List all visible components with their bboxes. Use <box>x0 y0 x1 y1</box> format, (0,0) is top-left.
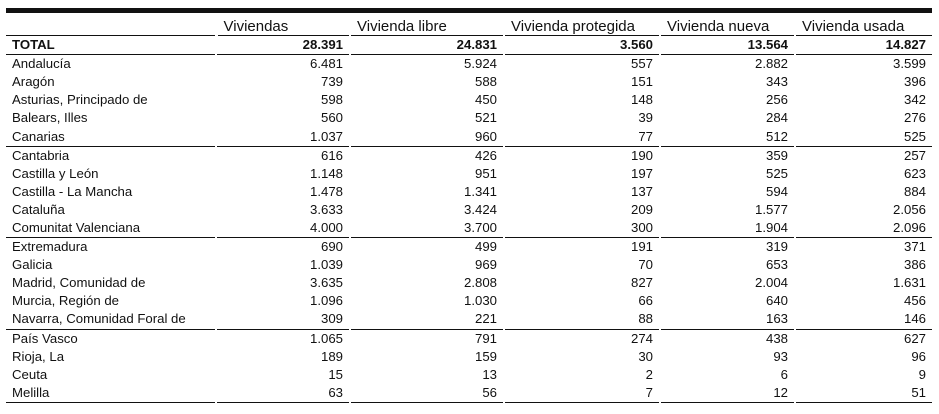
cell-value: 9 <box>795 366 932 384</box>
header-row <box>6 13 932 36</box>
cell-value: 627 <box>795 329 932 348</box>
cell-value: 88 <box>504 310 660 329</box>
cell-value: 438 <box>660 329 795 348</box>
cell-value: 63 <box>216 384 350 403</box>
cell-value: 13 <box>350 366 504 384</box>
cell-value: 66 <box>504 292 660 310</box>
cell-value: 12 <box>660 384 795 403</box>
table-row <box>6 219 932 238</box>
cell-value: 1.065 <box>216 329 350 348</box>
cell-value: 960 <box>350 127 504 146</box>
cell-value: 274 <box>504 329 660 348</box>
row-label: Balears, Illes <box>12 110 88 126</box>
table-row <box>6 183 932 201</box>
cell-value: 739 <box>216 73 350 91</box>
cell-value: 588 <box>350 73 504 91</box>
table-row <box>6 73 932 91</box>
cell-value: 30 <box>504 348 660 366</box>
table-row <box>6 238 932 257</box>
cell-value: 137 <box>504 183 660 201</box>
cell-value: 653 <box>660 256 795 274</box>
cell-value: 598 <box>216 91 350 109</box>
cell-value: 557 <box>504 55 660 74</box>
table-row <box>6 384 932 403</box>
cell-value: 24.831 <box>350 36 504 55</box>
cell-value: 256 <box>660 91 795 109</box>
stub-header <box>6 13 216 36</box>
cell-value: 525 <box>795 127 932 146</box>
row-label: Castilla - La Mancha <box>12 183 133 199</box>
cell-value: 3.599 <box>795 55 932 74</box>
row-label: Madrid, Comunidad de <box>12 275 146 291</box>
cell-value: 2.056 <box>795 201 932 219</box>
cell-value: 284 <box>660 109 795 127</box>
cell-value: 3.560 <box>504 36 660 55</box>
cell-value: 276 <box>795 109 932 127</box>
cell-value: 189 <box>216 348 350 366</box>
cell-value: 560 <box>216 109 350 127</box>
cell-value: 257 <box>795 146 932 165</box>
cell-value: 197 <box>504 165 660 183</box>
table-row <box>6 91 932 109</box>
cell-value: 1.096 <box>216 292 350 310</box>
row-label: Galicia <box>12 257 53 273</box>
cell-value: 7 <box>504 384 660 403</box>
cell-value: 209 <box>504 201 660 219</box>
row-label: Asturias, Principado de <box>12 92 148 108</box>
cell-value: 28.391 <box>216 36 350 55</box>
cell-value: 309 <box>216 310 350 329</box>
row-label: Rioja, La <box>12 348 65 364</box>
cell-value: 1.341 <box>350 183 504 201</box>
cell-value: 791 <box>350 329 504 348</box>
cell-value: 148 <box>504 91 660 109</box>
cell-value: 396 <box>795 73 932 91</box>
cell-value: 386 <box>795 256 932 274</box>
cell-value: 6 <box>660 366 795 384</box>
cell-value: 616 <box>216 146 350 165</box>
row-label: Aragón <box>12 74 55 90</box>
cell-value: 93 <box>660 348 795 366</box>
cell-value: 3.633 <box>216 201 350 219</box>
cell-value: 525 <box>660 165 795 183</box>
table-row <box>6 146 932 165</box>
cell-value: 6.481 <box>216 55 350 74</box>
cell-value: 221 <box>350 310 504 329</box>
cell-value: 1.478 <box>216 183 350 201</box>
cell-value: 151 <box>504 73 660 91</box>
cell-value: 39 <box>504 109 660 127</box>
row-label: Ceuta <box>12 366 48 382</box>
cell-value: 4.000 <box>216 219 350 238</box>
cell-value: 1.631 <box>795 274 932 292</box>
cell-value: 146 <box>795 310 932 329</box>
housing-table <box>6 13 932 403</box>
table-row <box>6 109 932 127</box>
column-header: Vivienda nueva <box>660 13 795 36</box>
cell-value: 456 <box>795 292 932 310</box>
cell-value: 342 <box>795 91 932 109</box>
column-header: Viviendas <box>216 13 350 36</box>
row-label: Cataluña <box>12 201 65 217</box>
cell-value: 3.635 <box>216 274 350 292</box>
table-row <box>6 201 932 219</box>
table-row <box>6 310 932 329</box>
column-header: Vivienda libre <box>350 13 504 36</box>
table-row <box>6 329 932 348</box>
table-row <box>6 165 932 183</box>
cell-value: 827 <box>504 274 660 292</box>
cell-value: 1.030 <box>350 292 504 310</box>
cell-value: 884 <box>795 183 932 201</box>
cell-value: 70 <box>504 256 660 274</box>
cell-value: 2.808 <box>350 274 504 292</box>
row-label: Comunitat Valenciana <box>12 219 141 235</box>
row-label: Castilla y León <box>12 165 99 181</box>
cell-value: 1.904 <box>660 219 795 238</box>
table-row <box>6 348 932 366</box>
cell-value: 1.037 <box>216 127 350 146</box>
cell-value: 190 <box>504 146 660 165</box>
cell-value: 640 <box>660 292 795 310</box>
cell-value: 2.096 <box>795 219 932 238</box>
cell-value: 3.700 <box>350 219 504 238</box>
cell-value: 1.577 <box>660 201 795 219</box>
cell-value: 969 <box>350 256 504 274</box>
cell-value: 3.424 <box>350 201 504 219</box>
cell-value: 499 <box>350 238 504 257</box>
row-label: Canarias <box>12 128 65 144</box>
cell-value: 2.004 <box>660 274 795 292</box>
table-row <box>6 292 932 310</box>
cell-value: 450 <box>350 91 504 109</box>
row-label: Navarra, Comunidad Foral de <box>12 311 186 327</box>
cell-value: 2 <box>504 366 660 384</box>
data-table-container <box>6 8 932 403</box>
table-row <box>6 274 932 292</box>
cell-value: 319 <box>660 238 795 257</box>
cell-value: 1.148 <box>216 165 350 183</box>
cell-value: 15 <box>216 366 350 384</box>
row-label: Melilla <box>6 384 216 403</box>
table-row <box>6 366 932 384</box>
cell-value: 159 <box>350 348 504 366</box>
cell-value: 512 <box>660 127 795 146</box>
cell-value: 623 <box>795 165 932 183</box>
total-row <box>6 36 932 55</box>
cell-value: 191 <box>504 238 660 257</box>
cell-value: 951 <box>350 165 504 183</box>
cell-value: 371 <box>795 238 932 257</box>
row-label: Murcia, Región de <box>12 293 120 309</box>
cell-value: 56 <box>350 384 504 403</box>
row-label: TOTAL <box>6 36 216 55</box>
cell-value: 1.039 <box>216 256 350 274</box>
cell-value: 77 <box>504 127 660 146</box>
cell-value: 690 <box>216 238 350 257</box>
row-label: País Vasco <box>6 329 216 348</box>
column-header: Vivienda protegida <box>504 13 660 36</box>
table-row <box>6 127 932 146</box>
cell-value: 163 <box>660 310 795 329</box>
row-label: Extremadura <box>6 238 216 257</box>
cell-value: 343 <box>660 73 795 91</box>
cell-value: 426 <box>350 146 504 165</box>
cell-value: 2.882 <box>660 55 795 74</box>
cell-value: 5.924 <box>350 55 504 74</box>
cell-value: 300 <box>504 219 660 238</box>
cell-value: 13.564 <box>660 36 795 55</box>
row-label: Andalucía <box>12 56 71 72</box>
cell-value: 51 <box>795 384 932 403</box>
table-row <box>6 256 932 274</box>
column-header: Vivienda usada <box>795 13 932 36</box>
cell-value: 14.827 <box>795 36 932 55</box>
row-label: Cantabria <box>6 146 216 165</box>
table-row <box>6 55 932 74</box>
cell-value: 521 <box>350 109 504 127</box>
cell-value: 96 <box>795 348 932 366</box>
cell-value: 359 <box>660 146 795 165</box>
cell-value: 594 <box>660 183 795 201</box>
